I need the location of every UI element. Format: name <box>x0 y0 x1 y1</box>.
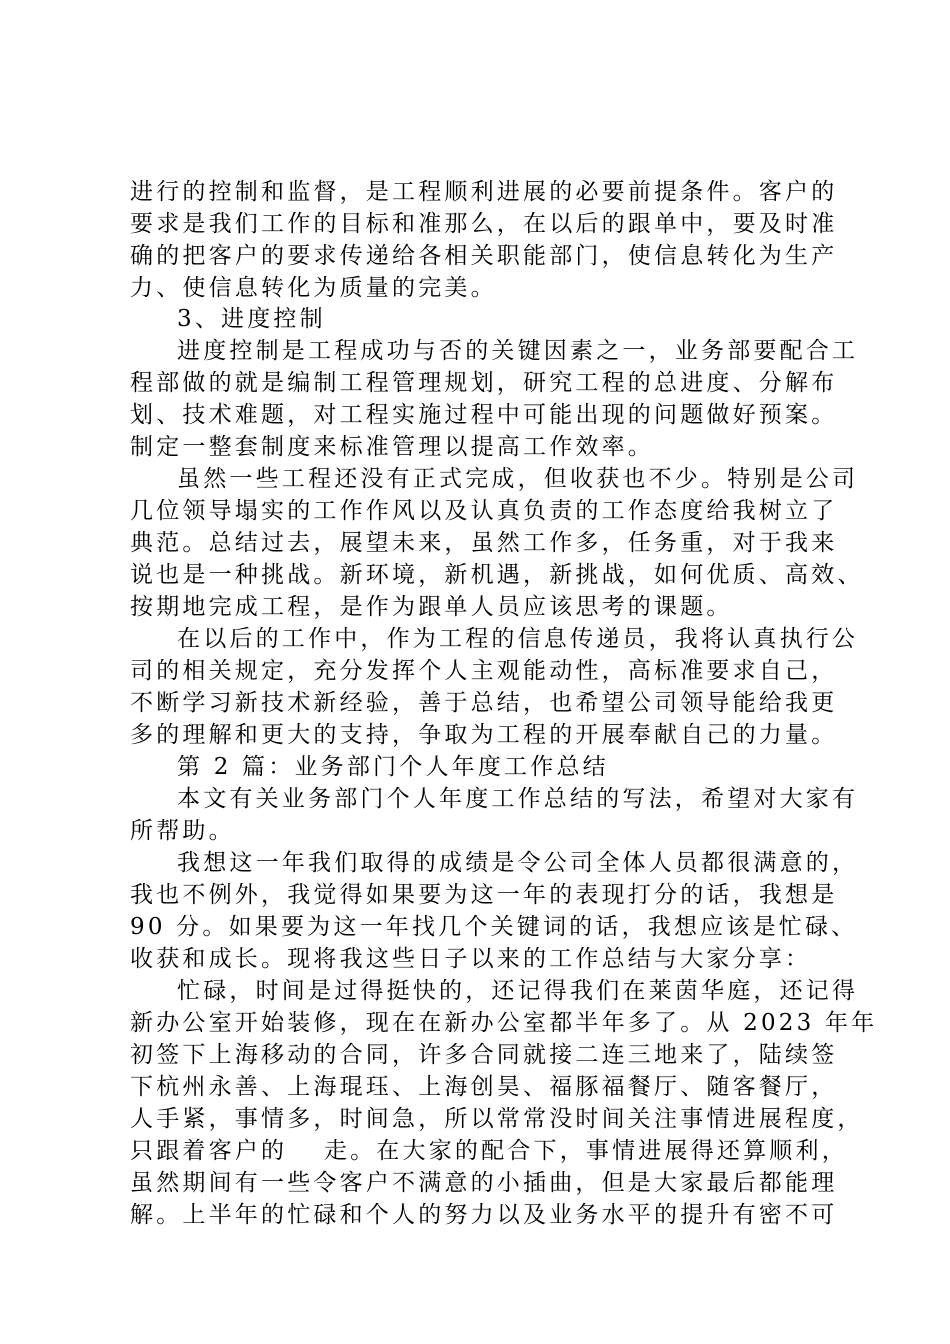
section-heading: 3、进度控制 <box>177 306 326 332</box>
text-line: 几位领导塌实的工作作风以及认真负责的工作态度给我树立了 <box>130 498 838 524</box>
text-line: 制定一整套制度来标准管理以提高工作效率。 <box>130 434 654 460</box>
text-line: 确的把客户的要求传递给各相关职能部门，使信息转化为生产 <box>130 243 838 269</box>
text-line: 要求是我们工作的目标和准那么，在以后的跟单中，要及时准 <box>130 211 838 237</box>
text-line: 初签下上海移动的合同，许多合同就接二连三地来了，陆续签 <box>130 1042 838 1068</box>
text-line: 进度控制是工程成功与否的关键因素之一，业务部要配合工 <box>177 338 859 364</box>
text-line: 新办公室开始装修，现在在新办公室都半年多了。从 2023 年年 <box>130 1010 878 1036</box>
text-line: 下杭州永善、上海琨珏、上海创昊、福豚福餐厅、随客餐厅， <box>130 1074 838 1100</box>
text-line: 进行的控制和监督，是工程顺利进展的必要前提条件。客户的 <box>130 179 838 205</box>
text-line: 典范。总结过去，展望未来，虽然工作多，任务重，对于我来 <box>130 530 838 556</box>
text-line: 虽然一些工程还没有正式完成，但收获也不少。特别是公司 <box>177 466 859 492</box>
text-line: 人手紧，事情多，时间急，所以常常没时间关注事情进展程度， <box>130 1106 864 1132</box>
text-line: 说也是一种挑战。新环境，新机遇，新挑战，如何优质、高效、 <box>130 562 864 588</box>
text-line: 我也不例外，我觉得如果要为这一年的表现打分的话，我想是 <box>130 882 838 908</box>
text-line: 本文有关业务部门个人年度工作总结的写法，希望对大家有 <box>177 786 859 812</box>
text-line: 多的理解和更大的支持，争取为工程的开展奉献自己的力量。 <box>130 722 838 748</box>
text-line: 只跟着客户的 走。在大家的配合下，事情进展得还算顺利， <box>130 1138 848 1164</box>
text-line: 所帮助。 <box>130 818 235 844</box>
text-line: 90 分。如果要为这一年找几个关键词的话，我想应该是忙碌、 <box>130 914 858 940</box>
text-line: 我想这一年我们取得的成绩是令公司全体人员都很满意的， <box>177 850 859 876</box>
text-line: 不断学习新技术新经验，善于总结，也希望公司领导能给我更 <box>130 690 838 716</box>
text-line: 划、技术难题，对工程实施过程中可能出现的问题做好预案。 <box>130 402 838 428</box>
text-line: 程部做的就是编制工程管理规划，研究工程的总进度、分解布 <box>130 370 838 396</box>
text-line: 虽然期间有一些令客户不满意的小插曲，但是大家最后都能理 <box>130 1170 838 1196</box>
text-line: 收获和成长。现将我这些日子以来的工作总结与大家分享： <box>130 946 812 972</box>
text-line: 在以后的工作中，作为工程的信息传递员，我将认真执行公 <box>177 626 859 652</box>
text-line: 按期地完成工程，是作为跟单人员应该思考的课题。 <box>130 594 733 620</box>
text-line: 力、使信息转化为质量的完美。 <box>130 275 497 301</box>
section-heading: 第 2 篇：业务部门个人年度工作总结 <box>177 754 609 780</box>
text-line: 忙碌，时间是过得挺快的，还记得我们在莱茵华庭，还记得 <box>177 978 859 1004</box>
text-line: 解。上半年的忙碌和个人的努力以及业务水平的提升有密不可 <box>130 1202 838 1228</box>
text-line: 司的相关规定，充分发挥个人主观能动性，高标准要求自己， <box>130 658 838 684</box>
